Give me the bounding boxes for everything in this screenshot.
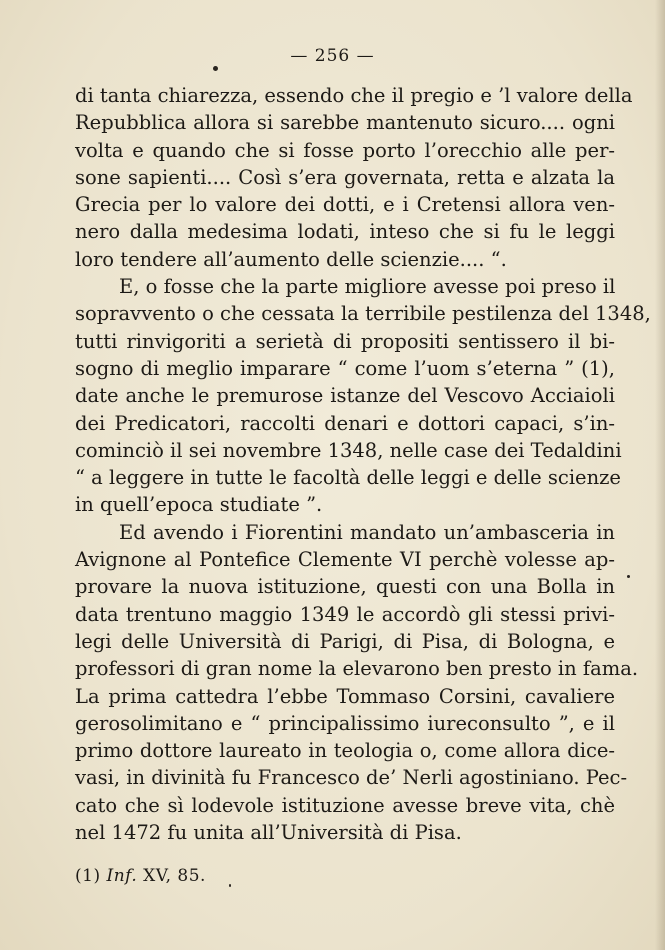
text-line: dei Predicatori, raccolti denari e dottori capaci, s’in- [75,411,615,435]
text-line: vasi, in divinità fu Francesco de’ Nerli agostiniano. Pec- [75,766,628,790]
text-line: primo dottore laureato in teologia o, come allora dice- [75,739,615,763]
text-line: cominciò il sei novembre 1348, nelle case dei Tedaldini [75,438,622,462]
paragraph-2 [75,273,651,519]
text-line: tutti rinvigoriti a serietà di propositi sentissero il bi- [75,329,615,353]
text-line: gerosolimitano e “ principalissimo iureconsulto ”, e il [75,711,615,735]
footnote-marker: (1) [75,866,101,886]
text-line: di tanta chiarezza, essendo che il pregio e ’l valore della [75,84,633,107]
text-line: date anche le premurose istanze del Vescovo Acciaioli [75,384,615,408]
text-line: La prima cattedra l’ebbe Tommaso Corsini, cavaliere [75,684,615,708]
paragraph-1 [75,82,633,273]
text-line: cato che sì lodevole istituzione avesse breve vita, chè [75,793,615,817]
text-line: nero dalla medesima lodati, inteso che si fu le leggi [75,220,615,244]
ink-speck [229,884,231,887]
footnote [75,866,206,886]
paragraph-3 [75,519,639,847]
text-line: “ a leggere in tutte le facoltà delle leggi e delle scienze [75,466,621,490]
footnote-source: Inf. [106,866,138,886]
text-line: in quell’epoca studiate ”. [75,493,323,517]
text-line: Grecia per lo valore dei dotti, e i Cretensi allora ven- [75,193,615,217]
text-line: E, o fosse che la parte migliore avesse poi preso il [119,275,616,299]
text-line: legi delle Università di Parigi, di Pisa, di Bologna, e [75,629,615,653]
text-line: Avignone al Pontefice Clemente VI perchè volesse ap- [75,548,615,572]
body-text [75,82,651,846]
text-line: sone sapienti.... Così s’era governata, retta e alzata la [75,165,615,189]
text-line: loro tendere all’aumento delle scienzie.... “. [75,247,507,271]
text-line: volta e quando che si fosse porto l’orecchio alle per- [75,138,615,162]
ink-speck [213,66,218,71]
text-line: provare la nuova istituzione, questi con una Bolla in [75,575,615,599]
text-line: professori di gran nome la elevarono ben presto in fama. [75,657,639,681]
text-line: sogno di meglio imparare “ come l’uom s’eterna ” (1), [75,356,615,380]
ink-speck [627,575,630,578]
page-edge-shadow [655,0,665,950]
text-line: sopravvento o che cessata la terribile pestilenza del 1348, [75,302,651,326]
page-number: — 256 — [290,46,375,66]
text-line: Ed avendo i Fiorentini mandato un’ambasceria in [119,520,615,544]
text-line: Repubblica allora si sarebbe mantenuto sicuro.... ogni [75,111,615,135]
text-line: nel 1472 fu unita all’Università di Pisa. [75,821,462,845]
text-line: data trentuno maggio 1349 le accordò gli stessi privi- [75,602,615,626]
footnote-reference: XV, 85. [143,866,206,886]
